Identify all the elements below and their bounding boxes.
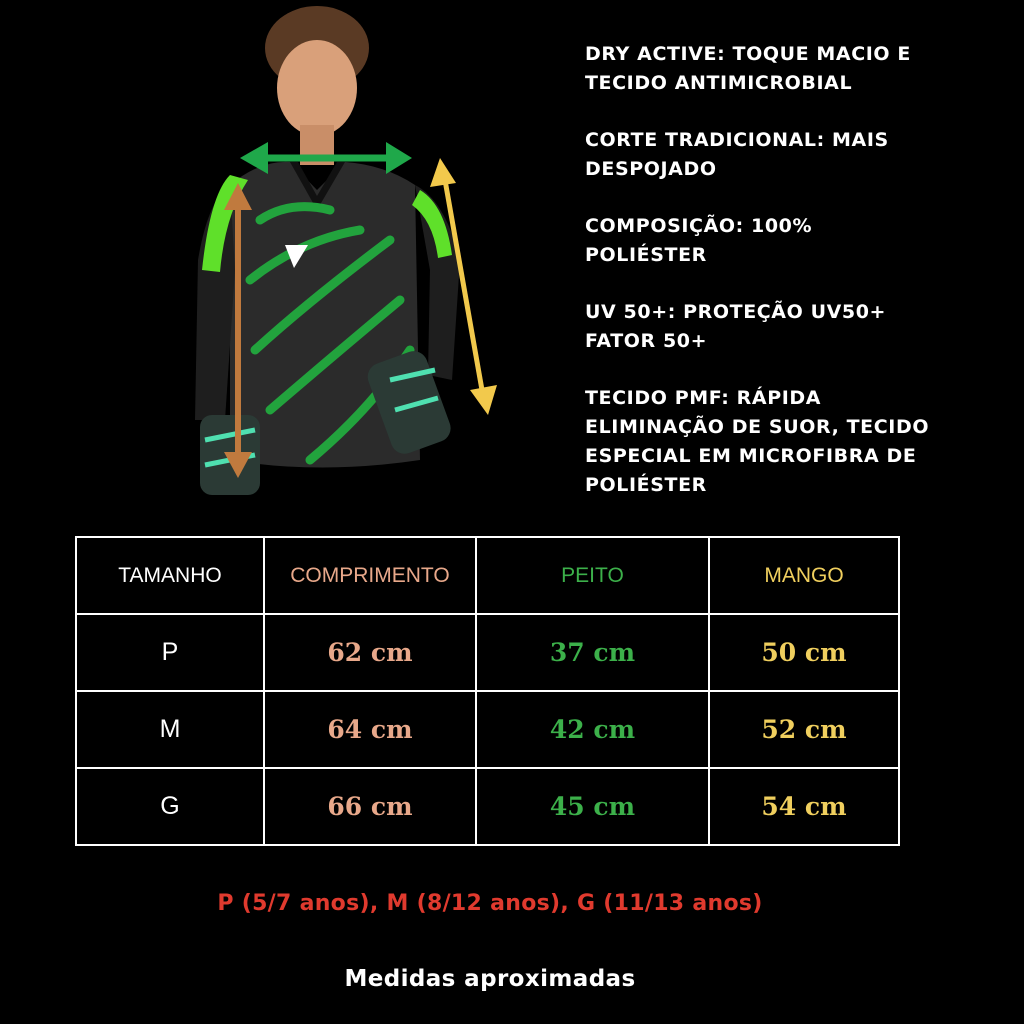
header-tamanho: TAMANHO (76, 537, 264, 614)
peito-cell: 45 cm (476, 768, 709, 845)
size-table (75, 536, 900, 846)
comprimento-cell: 62 cm (264, 614, 476, 691)
feature-line: TECIDO PMF: RÁPIDA (585, 387, 822, 409)
feature-composicao (585, 212, 1005, 270)
approximate-measures-caption: Medidas aproximadas (344, 966, 636, 992)
mango-cell: 52 cm (709, 691, 899, 768)
mango-cell: 50 cm (709, 614, 899, 691)
feature-line: ESPECIAL EM MICROFIBRA DE (585, 445, 917, 467)
size-cell: M (76, 691, 264, 768)
feature-line: UV 50+: PROTEÇÃO UV50+ (585, 301, 887, 323)
feature-line: COMPOSIÇÃO: 100% (585, 215, 813, 237)
age-range-note: P (5/7 anos), M (8/12 anos), G (11/13 anos) (217, 891, 763, 916)
header-peito: PEITO (476, 537, 709, 614)
table-row (76, 614, 899, 691)
table-row (76, 768, 899, 845)
peito-cell: 42 cm (476, 691, 709, 768)
comprimento-cell: 64 cm (264, 691, 476, 768)
feature-line: TECIDO ANTIMICROBIAL (585, 72, 853, 94)
peito-cell: 37 cm (476, 614, 709, 691)
feature-line: POLIÉSTER (585, 244, 707, 266)
feature-list (585, 40, 1005, 528)
feature-uv (585, 298, 1005, 356)
feature-line: DRY ACTIVE: TOQUE MACIO E (585, 43, 911, 65)
mango-cell: 54 cm (709, 768, 899, 845)
header-mango: MANGO (709, 537, 899, 614)
feature-dry-active (585, 40, 1005, 98)
feature-line: DESPOJADO (585, 158, 717, 180)
size-cell: G (76, 768, 264, 845)
table-row (76, 691, 899, 768)
model-face (277, 40, 357, 136)
header-comprimento: COMPRIMENTO (264, 537, 476, 614)
feature-pmf (585, 384, 1005, 500)
feature-line: ELIMINAÇÃO DE SUOR, TECIDO (585, 416, 930, 438)
comprimento-cell: 66 cm (264, 768, 476, 845)
feature-line: CORTE TRADICIONAL: MAIS (585, 129, 889, 151)
feature-line: POLIÉSTER (585, 474, 707, 496)
size-cell: P (76, 614, 264, 691)
table-header-row (76, 537, 899, 614)
feature-corte (585, 126, 1005, 184)
product-photo (190, 0, 510, 500)
feature-line: FATOR 50+ (585, 330, 708, 352)
